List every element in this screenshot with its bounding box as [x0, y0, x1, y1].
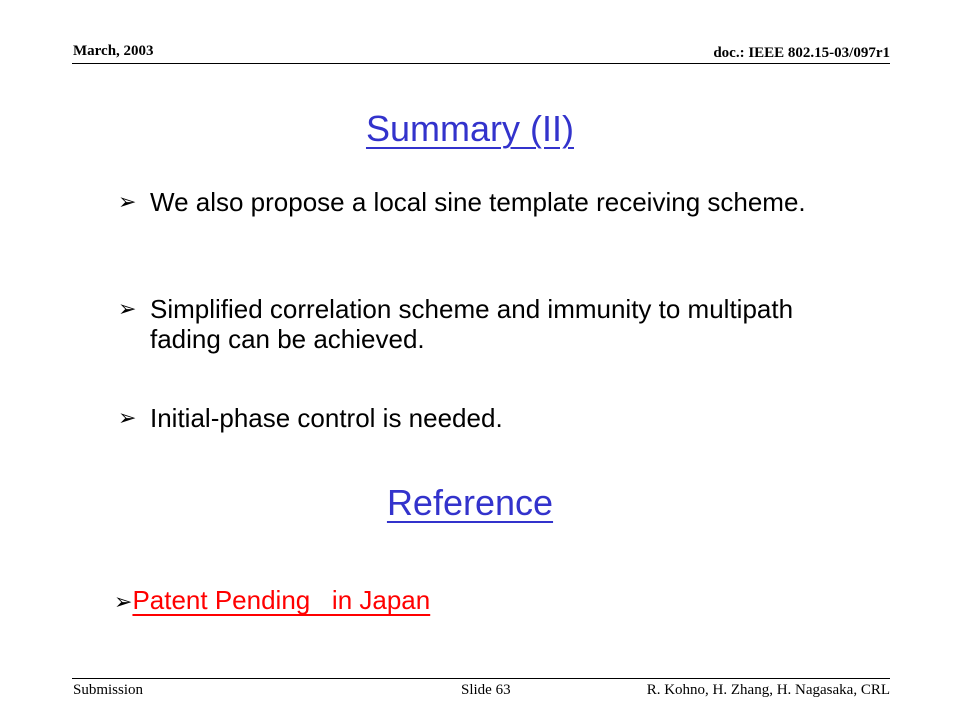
reference-item	[114, 585, 430, 616]
bullet-item	[118, 187, 850, 217]
bullet-item	[118, 403, 850, 433]
arrow-bullet-icon: ➢	[118, 189, 137, 214]
footer-slide-number: Slide 63	[461, 682, 511, 698]
bullet-text: Simplified correlation scheme and immunity to multipath fading can be achieved.	[150, 294, 794, 354]
bullet-text: Initial-phase control is needed.	[150, 403, 503, 433]
arrow-bullet-icon: ➢	[118, 405, 137, 430]
footer-divider	[72, 678, 890, 679]
slide-title: Summary (II)	[365, 108, 574, 149]
arrow-bullet-icon: ➢	[114, 589, 133, 614]
bullet-item	[118, 294, 850, 354]
reference-title: Reference	[386, 482, 554, 523]
arrow-bullet-icon: ➢	[118, 296, 137, 321]
bullet-text: We also propose a local sine template receiving scheme.	[150, 187, 806, 217]
header-date: March, 2003	[73, 43, 154, 59]
footer-submission: Submission	[73, 682, 144, 698]
reference-item-text: Patent Pending in Japan	[132, 585, 431, 615]
header-doc-id: doc.: IEEE 802.15-03/097r1	[713, 45, 890, 61]
footer-authors: R. Kohno, H. Zhang, H. Nagasaka, CRL	[646, 682, 890, 698]
header-divider	[72, 63, 890, 64]
